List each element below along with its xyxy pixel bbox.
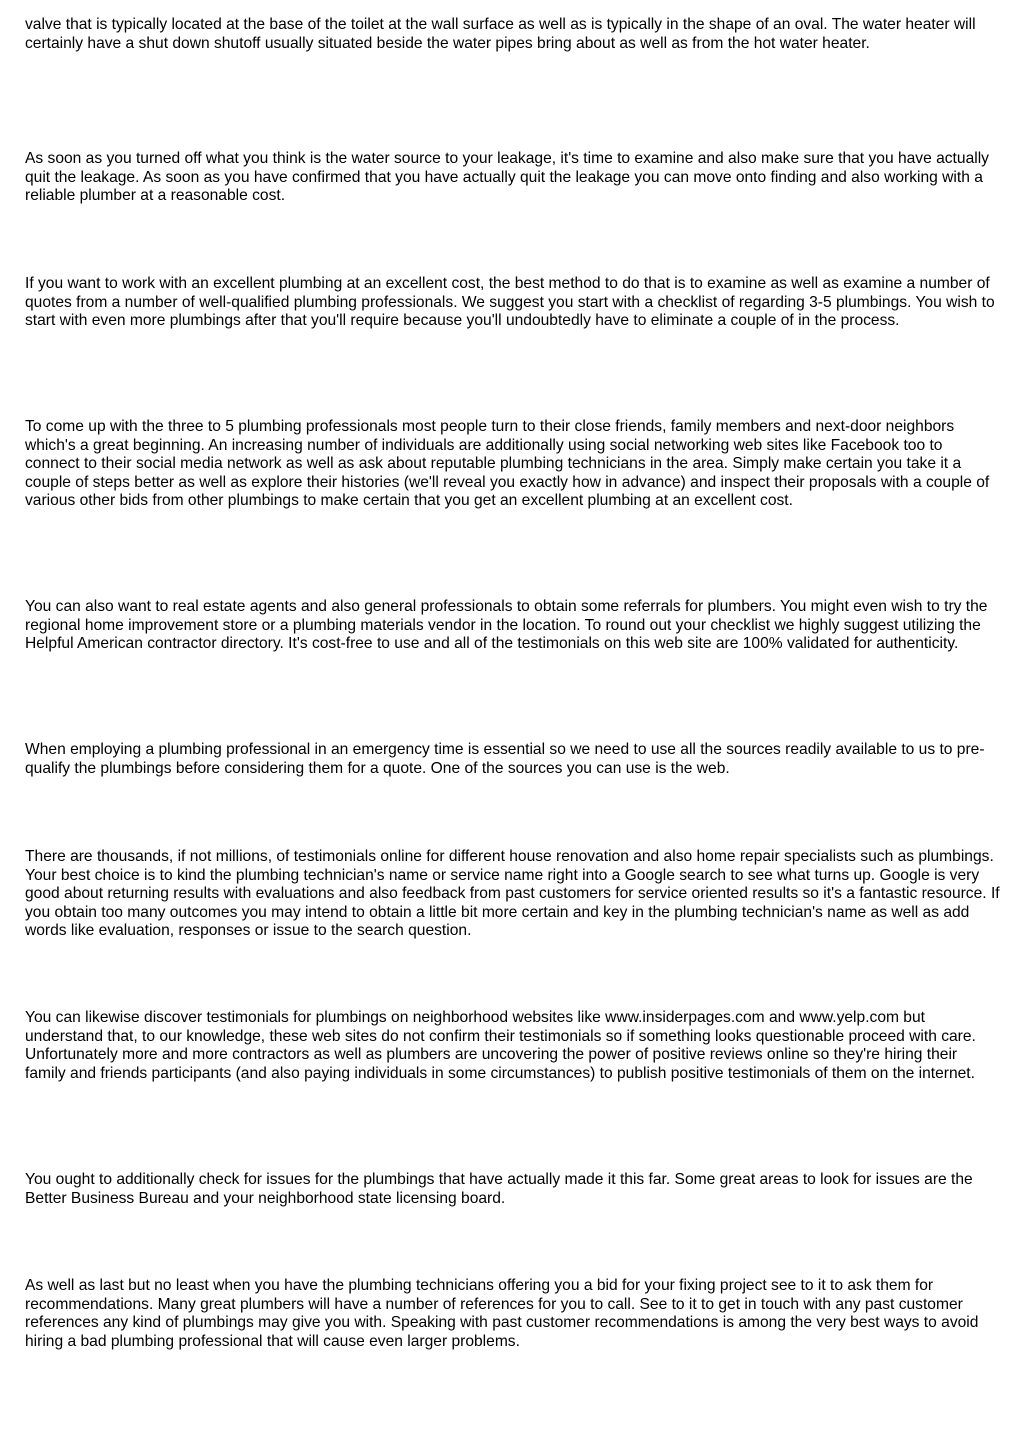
- paragraph: You can likewise discover testimonials for plumbings on neighborhood websites like www.insiderpages.com and www.yelp.com but understand that, to our knowledge, these web sites do not confirm their testimonials so if something looks questionable proceed with care. Unfortunately more and more contractors as well as plumbers are uncovering the power of positive reviews online so they're hiring their family and friends participants (and also paying individuals in some circumstances) to publish positive testimonials of them on the internet.: [25, 1009, 976, 1082]
- paragraph: You can also want to real estate agents and also general professionals to obtain some referrals for plumbers. You might even wish to try the regional home improvement store or a plumbing materials vendor in the location. To round out your checklist we highly suggest utilizing the Helpful American contractor directory. It's cost-free to use and all of the testimonials on this web site are 100% validated for authenticity.: [25, 598, 988, 652]
- paragraph: If you want to work with an excellent plumbing at an excellent cost, the best method to do that is to examine as well as examine a number of quotes from a number of well-qualified plumbing professionals. We suggest you start with a checklist of regarding 3-5 plumbings. You wish to start with even more plumbings after that you'll require because you'll undoubtedly have to eliminate a couple of in the process.: [25, 275, 995, 329]
- paragraph: To come up with the three to 5 plumbing professionals most people turn to their close friends, family members and next-door neighbors which's a great beginning. An increasing number of individuals are additionally using social networking web sites like Facebook too to connect to their social media network as well as ask about reputable plumbing technicians in the area. Simply make certain you take it a couple of steps better as well as explore their histories (we'll reveal you exactly how in advance) and inspect their proposals with a couple of various other bids from other plumbings to make certain that you get an excellent plumbing at an excellent cost.: [25, 418, 990, 509]
- paragraph: valve that is typically located at the base of the toilet at the wall surface as well as is typically in the shape of an oval. The water heater will certainly have a shut down shutoff usually situated beside the water pipes bring about as well as from the hot water heater.: [25, 16, 976, 52]
- paragraph: You ought to additionally check for issues for the plumbings that have actually made it this far. Some great areas to look for issues are the Better Business Bureau and your neighborhood state licensing board.: [25, 1171, 973, 1207]
- paragraph: There are thousands, if not millions, of testimonials online for different house renovation and also home repair specialists such as plumbings. Your best choice is to kind the plumbing technician's name or service name right into a Google search to see what turns up. Google is very good about returning results with evaluations and also feedback from past customers for service oriented results so it's a fantastic resource. If you obtain too many outcomes you may intend to obtain a little bit more certain and key in the plumbing technician's name as well as add words like evaluation, responses or issue to the search question.: [25, 848, 1000, 939]
- paragraph: As soon as you turned off what you think is the water source to your leakage, it's time to examine and also make sure that you have actually quit the leakage. As soon as you have confirmed that you have actually quit the leakage you can move onto finding and also working with a reliable plumber at a reasonable cost.: [25, 150, 989, 204]
- paragraph: When employing a plumbing professional in an emergency time is essential so we need to use all the sources readily available to us to pre-qualify the plumbings before considering them for a quote. One of the sources you can use is the web.: [25, 741, 985, 777]
- paragraph: As well as last but no least when you have the plumbing technicians offering you a bid for your fixing project see to it to ask them for recommendations. Many great plumbers will have a number of references for you to call. See to it to get in touch with any past customer references any kind of plumbings may give you with. Speaking with past customer recommendations is among the very best ways to avoid hiring a bad plumbing professional that will cause even larger problems.: [25, 1277, 979, 1350]
